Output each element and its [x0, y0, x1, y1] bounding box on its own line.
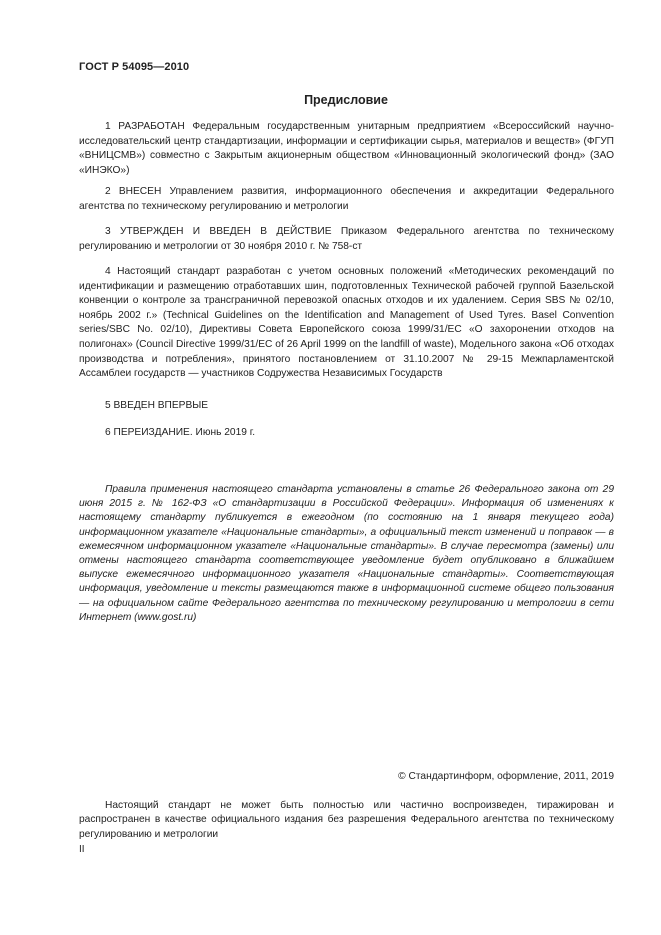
paragraph-text: 3 УТВЕРЖДЕН И ВВЕДЕН В ДЕЙСТВИЕ Приказом Федерального агентства по техническому регулированию и метрологии от 30 ноября 2010 г. № 758-ст [79, 226, 614, 252]
paragraph-developed [79, 120, 614, 178]
page-number: II [79, 844, 85, 855]
paragraph-first-introduced [79, 399, 614, 414]
paragraph-text: 6 ПЕРЕИЗДАНИЕ. Июнь 2019 г. [105, 427, 256, 438]
reproduction-rights-notice: Настоящий стандарт не может быть полностью или частично воспроизведен, тиражирован и распространен в качестве официального издания без разрешения Федерального агентства по техническому регулированию и метрологии [79, 800, 614, 840]
section-title: Предисловие [304, 93, 388, 107]
document-code: ГОСТ Р 54095—2010 [79, 61, 190, 73]
copyright-line: © Стандартинформ, оформление, 2011, 2019 [398, 771, 614, 782]
paragraph-approved [79, 225, 614, 254]
application-rules-notice: Правила применения настоящего стандарта установлены в статье 26 Федерального закона от 29 июня 2015 г. № 162-ФЗ «О стандартизации в Российской Федерации». Информация об изменениях к настоящему стандарту публикуется в ежегодном (по состоянию на 1 января текущего года) информационном указателе «Национальные стандарты», а официальный текст изменений и поправок — в ежемесячном информационном указателе «Национальные стандарты». В случае пересмотра (замены) или отмены настоящего стандарта соответствующее уведомление будет опубликовано в ближайшем выпуске ежемесячного информационного указателя «Национальные стандарты». Соответствующая информация, уведомление и тексты размещаются также в информационной системе общего пользования — на официальном сайте Федерального агентства по техническому регулированию и метрологии в сети Интернет (www.gost.ru) [79, 484, 614, 623]
paragraph-text: 5 ВВЕДЕН ВПЕРВЫЕ [105, 400, 209, 411]
paragraph-basis [79, 265, 614, 382]
paragraph-reissue [79, 426, 614, 441]
paragraph-text: 4 Настоящий стандарт разработан с учетом основных положений «Методических рекомендаций по идентификации и размещению отработавших шин, подготовленных Технической рабочей группой Базельской конвенции о контроле за трансграничной перевозкой опасных отходов и их удалением. Серия SBS № 02/10, ноябрь 2002 г.» (Technical Guidelines on the Identification and Management of Used Tyres. Basel Convention series/SBC No. 02/10), Директивы Совета Европейского союза 1999/31/ЕС «О захоронении отходов на полигонах» (Council Directive 1999/31/EC of 26 April 1999 on the landfill of waste), Модельного закона «Об отходах производства и потребления», принятого постановлением от 31.10.2007 № 29-15 Межпарламентской Ассамблеи государств — участников Содружества Независимых Государств [79, 266, 614, 380]
paragraph-text: 2 ВНЕСЕН Управлением развития, информационного обеспечения и аккредитации Федерального агентства по техническому регулированию и метрологии [79, 186, 614, 212]
paragraph-text: 1 РАЗРАБОТАН Федеральным государственным унитарным предприятием «Всероссийский научно-исследовательский центр стандартизации, информации и сертификации сырья, материалов и веществ» (ФГУП «ВНИЦСМВ») совместно с Закрытым акционерным обществом «Инновационный экологический фонд» (ЗАО «ИНЭКО») [79, 121, 614, 176]
paragraph-introduced [79, 185, 614, 214]
